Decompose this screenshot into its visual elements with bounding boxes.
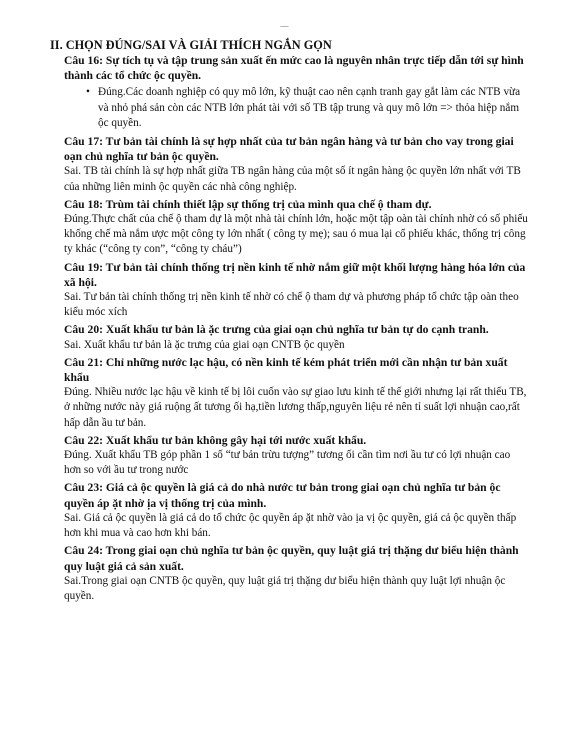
section-heading: II. CHỌN ĐÚNG/SAI VÀ GIẢI THÍCH NGẮN GỌN xyxy=(50,38,332,52)
question-title: Câu 23: Giá cả ộc quyền là giá cả do nhà nước tư bản trong giai oạn chủ nghĩa tư bản ộc quyền áp ặt nhờ ịa vị thống trị của mình. xyxy=(64,481,501,510)
question-21 xyxy=(64,355,530,431)
answer-bullet-item xyxy=(86,85,530,131)
answer-text: Sai. Xuất khẩu tư bản là ặc trưng của giai oạn CNTB ộc quyền xyxy=(64,338,345,351)
question-title: Câu 16: Sự tích tụ và tập trung sản xuất ến mức cao là nguyên nhân trực tiếp dẫn tới sự hình thành các tổ chức ộc quyền. xyxy=(64,54,524,83)
question-19 xyxy=(64,260,530,321)
answer-text: Sai. Tư bản tài chính thống trị nền kinh tế nhờ có chế ộ tham dự và phương pháp tổ chức tập oàn theo kiểu móc xích xyxy=(64,291,519,319)
question-23 xyxy=(64,480,530,541)
question-22 xyxy=(64,433,530,479)
answer-text: Đúng. Xuất khẩu TB góp phần 1 số “tư bản trừu tượng” tương ối cần tìm nơi ầu tư có lợi nhuận cao hơn so với ầu tư trong nước xyxy=(64,449,511,477)
question-18 xyxy=(64,197,530,258)
question-title: Câu 24: Trong giai oạn chủ nghĩa tư bản ộc quyền, quy luật giá trị thặng dư biểu hiện thành quy luật giá cả sản xuất. xyxy=(64,544,519,573)
question-17 xyxy=(64,134,530,195)
answer-text: Đúng.Thực chất của chế ộ tham dự là một nhà tài chính lớn, hoặc một tập oàn tài chính nhờ có số phiếu khống chế mà nắm ược một công ty lớn nhất ( công ty mẹ); sau ó mua lại cổ phiếu khác, thống trị công ty khác (“công ty con”, “công ty cháu”) xyxy=(64,213,528,256)
question-20 xyxy=(64,322,530,352)
answer-text: Sai. TB tài chính là sự hợp nhất giữa TB ngân hàng của một số ít ngân hàng ộc quyền lớn nhất với TB của những liên minh ộc quyền các nhà công nghiệp. xyxy=(64,165,521,193)
answer-text: Sai.Trong giai oạn CNTB ộc quyền, quy luật giá trị thặng dư biểu hiện thành quy luật lợi nhuận ộc quyền. xyxy=(64,574,506,602)
question-title: Câu 18: Trùm tài chính thiết lập sự thống trị của mình qua chế ộ tham dự. xyxy=(64,197,432,211)
question-16 xyxy=(64,53,530,131)
question-24 xyxy=(64,543,530,604)
bullet-icon: • xyxy=(86,86,90,99)
question-title: Câu 22: Xuất khẩu tư bản không gây hại tới nước xuất khẩu. xyxy=(64,433,367,447)
answer-text: Đúng. Nhiều nước lạc hậu về kinh tế bị lôi cuốn vào sự giao lưu kinh tế thế giới nhưng lại rất thiếu TB, ở những nước này giá ruộng ất tương ối hạ,tiền lương thấp,nguyên liệu rẻ nên tỉ suất lợi nhuận cao,rất hấp dẫn ầu tư bản. xyxy=(64,386,527,429)
page-top-mark: — xyxy=(280,21,290,30)
question-title: Câu 20: Xuất khẩu tư bản là ặc trưng của giai oạn chủ nghĩa tư bản tự do cạnh tranh. xyxy=(64,323,489,337)
question-title: Câu 19: Tư bản tài chính thống trị nền kinh tế nhờ nắm giữ một khối lượng hàng hóa lớn của xã hội. xyxy=(64,260,526,289)
question-title: Câu 21: Chỉ những nước lạc hậu, có nền kinh tế kém phát triển mới cần nhận tư bản xuất khẩu xyxy=(64,355,508,385)
question-title: Câu 17: Tư bản tài chính là sự hợp nhất của tư bản ngân hàng và tư bản cho vay trong giai oạn chủ nghĩa tư bản ộc quyền. xyxy=(64,135,514,164)
answer-text: Đúng.Các doanh nghiệp có quy mô lớn, kỹ thuật cao nên cạnh tranh gay gắt làm các NTB vừa và nhỏ phá sản còn các NTB lớn phát tài với số TB tập trung và quy mô lớn => thỏa hiệp nắm ộc quyền. xyxy=(98,86,521,129)
answer-text: Sai. Giá cả ộc quyền là giá cả do tổ chức ộc quyền áp ặt nhờ vào ịa vị ộc quyền, giá cả ộc quyền thấp hơn khi mua và cao hơn khi bán. xyxy=(64,511,517,540)
